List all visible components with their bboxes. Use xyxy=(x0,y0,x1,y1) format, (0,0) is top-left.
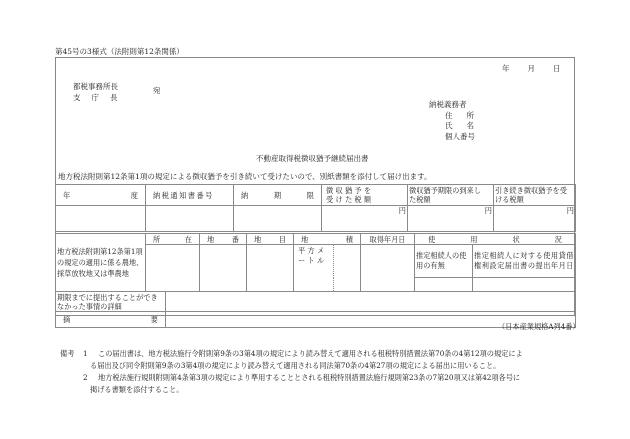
usage-sub-heir-use: 推定相続人の使用の有無 xyxy=(415,245,473,278)
header-lot-number: 地 番 xyxy=(200,234,247,245)
header-land-category: 地 目 xyxy=(247,234,294,245)
taxpayer-address-label[interactable]: 住 所 xyxy=(445,110,474,120)
notes-heading: 備考 xyxy=(60,349,75,358)
reason-label: 期限までに提出することができなかった事情の詳細 xyxy=(56,292,166,312)
taxpayer-id-number-label[interactable]: 個人番号 xyxy=(445,131,475,141)
usage-sub-lending-report: 推定相続人に対する使用貸借権利設定届出書の提出年月日 xyxy=(473,245,576,278)
deferred-tax-input[interactable] xyxy=(322,206,408,232)
jis-size-note: （日本産業規格A列4番） xyxy=(498,322,580,331)
intro-statement: 地方税法附則第12条第1項の規定による徴収猶予を引き続いて受けたいので、別紙書類を添付して届け出ます。 xyxy=(58,172,432,181)
header-fiscal-year: 年 度 xyxy=(56,185,146,206)
month-label: 月 xyxy=(527,64,535,73)
reason-input[interactable] xyxy=(166,292,576,312)
yen-unit: 円 xyxy=(566,206,574,215)
header-deferred-tax: 徴 収 猶 予 を 受 け た 税 額 xyxy=(322,185,408,206)
area-unit-label: 平 方 メ ー ト ル xyxy=(294,245,334,292)
heir-use-input[interactable] xyxy=(415,278,473,292)
lot-number-input[interactable] xyxy=(200,245,247,292)
land-row-label: 地方税法附則第12条第1項の規定の適用に係る農地、採草放牧地又は準農地 xyxy=(56,234,146,292)
day-label: 日 xyxy=(553,64,561,73)
note2-number: 2 xyxy=(83,373,88,382)
header-location: 所 在 xyxy=(146,234,200,245)
yen-unit: 円 xyxy=(398,206,406,215)
yen-unit: 円 xyxy=(484,206,492,215)
note1-line2: る届出及び同令附則第9条の3第4項の規定により読み替えて適用される同法第70条の4第27項の規定による届出に用いること。 xyxy=(90,361,501,370)
note2-line1: 地方税法施行規則附則第4条第3項の規定により準用することとされる租税特別措置法施行規則第23条の7第20項又は第42項各号に xyxy=(98,373,521,382)
fiscal-year-input[interactable] xyxy=(56,206,146,232)
header-due-date: 納 期 限 xyxy=(234,185,322,206)
honorific: 宛 xyxy=(153,86,161,95)
taxpayer-heading: 納税義務者 xyxy=(429,100,467,109)
location-input[interactable] xyxy=(146,245,200,292)
form-number: 第45号の3様式（法附則第12条関係） xyxy=(55,47,184,56)
land-details-table xyxy=(55,233,576,292)
addressee-tax-office: 都税事務所長 xyxy=(73,82,118,91)
notice-number-input[interactable] xyxy=(146,206,234,232)
area-input[interactable] xyxy=(334,245,361,292)
header-expired-tax: 徴収猶予期限の到来し た税額 xyxy=(408,185,494,206)
note1-number: 1 xyxy=(83,349,88,358)
addressee-branch: 支 庁 長 xyxy=(73,93,118,102)
document-title: 不動産取得税徴収猶予継続届出書 xyxy=(256,154,369,163)
note2-line2: 掲げる書類を添付すること。 xyxy=(90,385,184,394)
taxpayer-block xyxy=(429,100,475,142)
continued-tax-input[interactable] xyxy=(494,206,576,232)
due-date-input[interactable] xyxy=(234,206,322,232)
lending-report-date-input[interactable] xyxy=(473,278,576,292)
acquisition-date-input[interactable] xyxy=(361,245,415,292)
year-label: 年 xyxy=(502,64,510,73)
header-continued-tax: 引き続き徴収猶予を受 ける税額 xyxy=(494,185,576,206)
date-field[interactable] xyxy=(502,64,561,73)
addressee-block xyxy=(73,81,118,103)
taxpayer-name-label[interactable]: 氏 名 xyxy=(445,121,474,130)
land-category-input[interactable] xyxy=(247,245,294,292)
header-acquisition-date: 取得年月日 xyxy=(361,234,415,245)
note1-line1: この届出書は、地方税法施行令附則第9条の3第4項の規定により読み替えて適用される租税特別措置法第70条の4第12項の規定によ xyxy=(98,349,523,358)
header-notice-number: 納税通知書番号 xyxy=(146,185,234,206)
header-area: 地 積 xyxy=(294,234,361,245)
remarks-label: 摘 要 xyxy=(56,312,166,328)
header-usage-status: 使 用 状 況 xyxy=(415,234,576,245)
expired-tax-input[interactable] xyxy=(408,206,494,232)
tax-amount-table xyxy=(55,184,576,232)
